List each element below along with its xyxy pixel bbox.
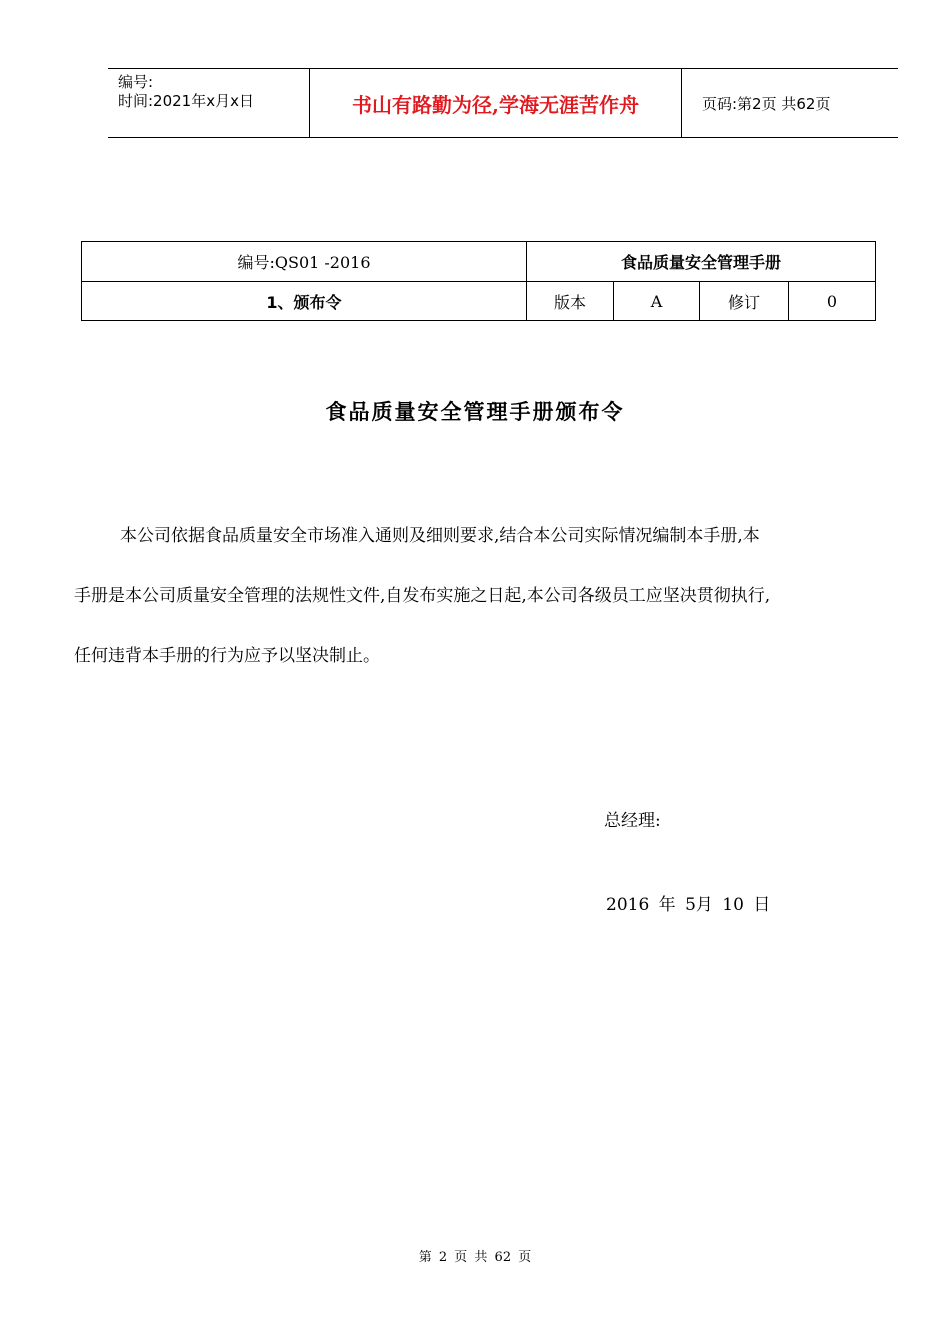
paragraph-line: 任何违背本手册的行为应予以坚决制止。 xyxy=(74,646,380,666)
signature-date: 2016 年 5月 10 日 xyxy=(606,895,771,915)
paragraph-line: 本公司依据食品质量安全市场准入通则及细则要求,结合本公司实际情况编制本手册,本 xyxy=(120,526,760,546)
header-number-label: 编号: xyxy=(118,73,154,91)
paragraph-line: 手册是本公司质量安全管理的法规性文件,自发布实施之日起,本公司各级员工应坚决贯彻执行, xyxy=(74,586,771,606)
doc-number-cell: 编号:QS01 -2016 xyxy=(237,253,371,272)
page-header xyxy=(108,68,898,138)
document-title: 食品质量安全管理手册颁布令 xyxy=(325,399,625,424)
header-time-label: 时间:2021年x月x日 xyxy=(118,92,254,110)
section-cell: 1、颁布令 xyxy=(266,292,342,312)
header-page-info: 页码:第2页 共62页 xyxy=(702,94,831,113)
signature-label: 总经理: xyxy=(604,811,661,831)
header-motto: 书山有路勤为径,学海无涯苦作舟 xyxy=(310,69,682,137)
version-value-cell: A xyxy=(650,291,663,311)
revision-label-cell: 修订 xyxy=(727,292,760,312)
header-meta xyxy=(108,69,310,137)
document-info-table xyxy=(81,241,876,321)
revision-value-cell: 0 xyxy=(826,291,838,311)
page-footer: 第 2 页 共 62 页 xyxy=(418,1250,532,1265)
version-label-cell: 版本 xyxy=(553,292,586,312)
manual-title-cell: 食品质量安全管理手册 xyxy=(620,253,781,272)
body-paragraph xyxy=(74,506,886,686)
